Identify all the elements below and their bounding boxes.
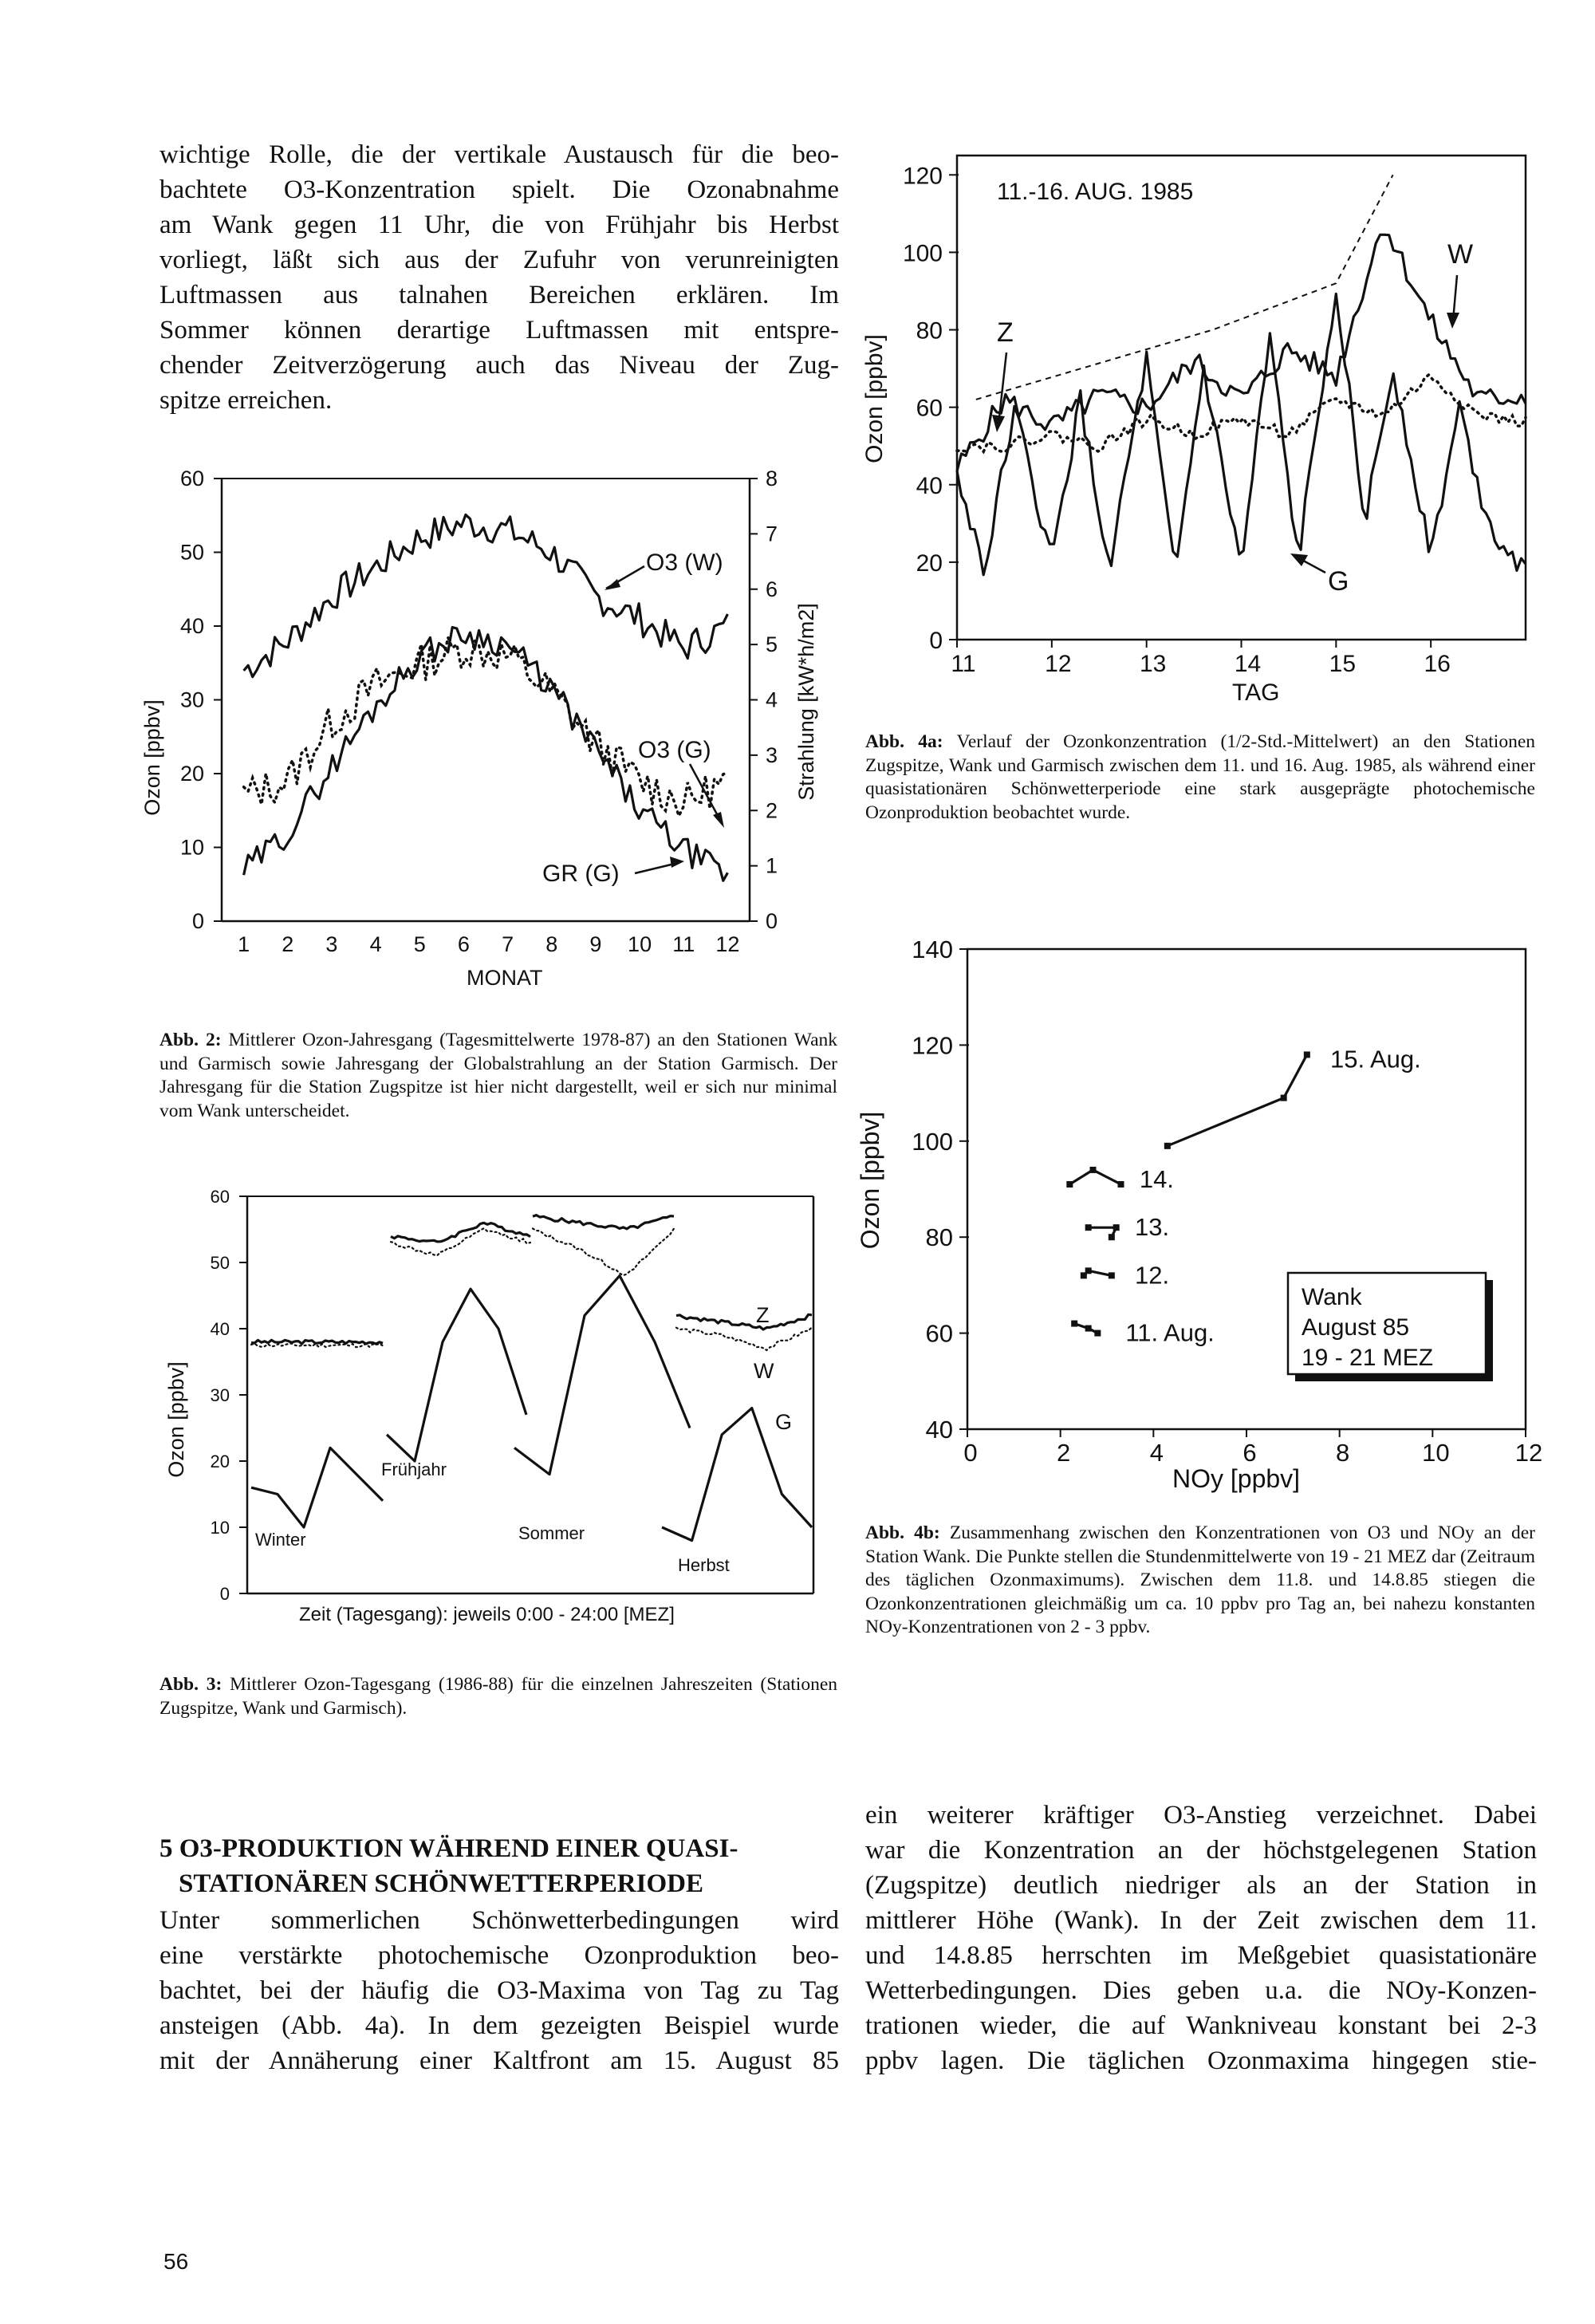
text-line: ppbv lagen. Die täglichen Ozonmaxima hingegen stie- [865,2046,1537,2075]
figure-2-chart [128,447,845,1005]
x-tick-label: 1 [238,932,250,956]
y2-tick-label: 6 [766,577,778,601]
y2-tick-label: 8 [766,467,778,490]
x-tick-label: 7 [502,932,514,956]
x-tick-label: 16 [1424,651,1451,677]
y-tick-label: 50 [179,540,204,565]
caption-label: Abb. 2: [160,1030,222,1050]
text-line: bachtete O3-Konzentration spielt. Die Ozonabnahme [160,175,839,204]
x-tick-label: 12 [1514,1439,1543,1467]
data-point [1304,1051,1310,1058]
series-line-o3-garmisch [244,637,728,816]
y-tick-label: 80 [916,317,943,345]
data-point [1118,1181,1124,1188]
text-line: ein weiterer kräftiger O3-Anstieg verzeichnet. Dabei [865,1801,1537,1830]
figure-4a-caption [865,731,1535,825]
y-tick-label: 0 [929,628,943,654]
y2-tick-label: 5 [766,632,778,657]
y-tick-label: 40 [210,1319,230,1339]
series-line-wank [676,1327,812,1350]
y-tick-label: 60 [916,395,943,422]
y-axis-label: Ozon [ppbv] [861,334,888,463]
section-left-paragraph [160,1903,839,2078]
y2-tick-label: 0 [766,909,778,933]
label-o3-wank: O3 (W) [646,549,723,576]
x-axis-label: TAG [1232,679,1280,706]
figure-4b-caption [865,1522,1535,1640]
text-line: wichtige Rolle, die der vertikale Austausch für die beo- [160,140,839,169]
y-tick-label: 40 [925,1416,953,1444]
series-line-o3-wank [244,514,728,676]
data-point [1085,1267,1092,1274]
caption-label: Abb. 4b: [865,1522,940,1543]
y-axis-label: Ozon [ppbv] [856,1111,884,1250]
y-tick-label: 60 [210,1187,230,1207]
series-line-zugspitze [251,1340,383,1344]
series-line-garmisch [387,1289,526,1461]
x-tick-label: 12 [1045,651,1072,677]
x-tick-label: 8 [545,932,558,956]
figure-2-caption [160,1029,837,1123]
text-line: am Wank gegen 11 Uhr, die von Frühjahr bis Herbst [160,211,839,239]
series-line-zugspitze [533,1215,674,1229]
x-tick-label: 10 [628,932,652,956]
y-tick-label: 10 [210,1518,230,1538]
text-line: war die Konzentration an der höchstgelegenen Station [865,1836,1537,1865]
text-line: ansteigen (Abb. 4a). In dem gezeigten Beispiel wurde [160,2011,839,2040]
y-tick-label: 100 [912,1127,953,1156]
section-heading [160,1831,845,1901]
caption-text: Mittlerer Ozon-Jahresgang (Tagesmittelwerte 1978-87) an den Stationen Wank und Garmisch sowie Jahresgang der Globalstrahlung an der Station Garmisch. Der Jahresgang für die Station Zugspitze ist hier nicht dargestellt, weil er sich nur minimal vom Wank unterscheidet. [160,1030,838,1121]
y-tick-label: 20 [916,549,943,577]
y-tick-label: 140 [912,936,953,963]
x-tick-label: 6 [1243,1439,1257,1467]
data-point [1071,1321,1077,1327]
y2-tick-label: 3 [766,742,778,767]
y-tick-label: 120 [902,163,943,190]
x-tick-label: 2 [282,932,294,956]
series-line-zugspitze [676,1314,812,1329]
text-line: eine verstärkte photochemische Ozonproduktion beo- [160,1941,839,1970]
text-line: (Zugspitze) deutlich niedriger als an der Station in [865,1871,1537,1900]
station-label-z: Z [997,317,1014,348]
series-line-garmisch [514,1276,690,1475]
data-point [1094,1330,1101,1337]
y-tick-label: 80 [925,1223,953,1252]
y2-axis-label: Strahlung [kW*h/m2] [794,603,818,801]
intro-paragraph [160,137,839,418]
arrow-head-icon [670,857,684,868]
figure-4a-chart [853,136,1555,718]
station-label-g: G [775,1410,793,1434]
season-label-fruehjahr: Frühjahr [381,1459,447,1479]
x-tick-label: 4 [1149,1439,1164,1467]
y-axis-label: Ozon [ppbv] [140,699,164,816]
x-tick-label: 10 [1422,1439,1450,1467]
x-tick-label: 6 [457,932,470,956]
y-tick-label: 40 [916,472,943,499]
figure-4b-chart [853,925,1555,1499]
x-tick-label: 2 [1057,1439,1071,1467]
x-tick-label: 11 [672,932,695,956]
figure-3-caption [160,1673,837,1720]
y-tick-label: 50 [210,1253,230,1273]
x-tick-label: 15 [1329,651,1357,677]
caption-label: Abb. 4a: [865,731,943,752]
y-tick-label: 0 [219,1584,230,1604]
data-point [1066,1181,1073,1188]
x-axis-label: Zeit (Tagesgang): jeweils 0:00 - 24:00 [MEZ] [299,1604,675,1625]
text-line: trationen wieder, die auf Wankniveau konstant bei 2-3 [865,2011,1537,2040]
arrow-head-icon [992,415,1005,432]
section-heading-line: 5 O3-PRODUKTION WÄHREND EINER QUASI- [160,1834,738,1863]
figure-3 [128,1180,845,1627]
series-line-zugspitze [391,1223,530,1242]
y-tick-label: 20 [179,762,204,786]
y-tick-label: 120 [912,1031,953,1060]
x-tick-label: 14 [1234,651,1262,677]
caption-label: Abb. 3: [160,1674,223,1695]
text-line: chender Zeitverzögerung auch das Niveau der Zug- [160,351,839,380]
x-tick-label: 3 [325,932,338,956]
data-point [1164,1143,1171,1149]
y-tick-label: 60 [179,467,204,490]
text-line: und 14.8.85 herrschten im Meßgebiet quasistationäre [865,1941,1537,1970]
y2-tick-label: 4 [766,687,778,712]
caption-text: Verlauf der Ozonkonzentration (1/2-Std.-Mittelwert) an den Stationen Zugspitze, Wank und Garmisch zwischen dem 11. und 16. Aug. 1985, als während einer quasistationären Schönwetterperiode eine stark ausgeprägte photochemische Ozonproduktion beobachtet wurde. [865,731,1536,823]
arrow-head-icon [1447,313,1459,329]
data-point [1085,1325,1092,1332]
legend-line: August 85 [1302,1314,1410,1341]
x-tick-label: 0 [963,1439,978,1467]
y2-tick-label: 1 [766,853,778,878]
y-tick-label: 100 [902,240,943,267]
x-axis-label: NOy [ppbv] [1172,1464,1301,1493]
section-right-paragraph [865,1798,1537,2078]
season-label-sommer: Sommer [518,1523,585,1543]
y-tick-label: 40 [179,614,204,638]
data-point [1109,1234,1115,1240]
y-tick-label: 30 [179,687,204,712]
data-point [1085,1224,1092,1231]
arrow-head-icon [1290,553,1308,566]
text-line: Wetterbedingungen. Dies geben u.a. die NOy-Konzen- [865,1976,1537,2005]
season-label-winter: Winter [255,1530,306,1550]
legend-line: 19 - 21 MEZ [1302,1345,1434,1371]
text-line: spitze erreichen. [160,386,333,415]
day-label: 15. Aug. [1330,1045,1421,1073]
x-axis-label: MONAT [467,966,543,990]
y-axis-label: Ozon [ppbv] [164,1361,188,1478]
x-tick-label: 8 [1336,1439,1350,1467]
station-label-g: G [1328,566,1349,597]
series-line-z [957,375,1526,451]
station-label-z: Z [756,1303,770,1327]
day-label: 12. [1135,1261,1170,1290]
label-o3-garmisch: O3 (G) [638,737,711,763]
text-line: vorliegt, läßt sich aus der Zufuhr von verunreinigten [160,246,839,274]
station-label-w: W [1447,239,1474,270]
figure-4b [853,925,1555,1499]
station-label-w: W [754,1359,774,1383]
text-line: mit der Annäherung einer Kaltfront am 15. August 85 [160,2046,839,2075]
period-label: 11.-16. AUG. 1985 [997,179,1194,205]
day-label: 11. Aug. [1125,1318,1215,1347]
legend-line: Wank [1302,1284,1362,1310]
x-tick-label: 5 [413,932,426,956]
data-point [1109,1272,1115,1278]
series-line-w [957,234,1526,471]
y-tick-label: 30 [210,1385,230,1405]
y-tick-label: 10 [179,835,204,860]
figure-4a [853,136,1555,718]
data-point [1113,1224,1120,1231]
y2-tick-label: 2 [766,798,778,823]
x-tick-label: 4 [369,932,382,956]
day-label: 14. [1139,1164,1174,1193]
data-point [1090,1167,1097,1173]
caption-text: Mittlerer Ozon-Tagesgang (1986-88) für die einzelnen Jahreszeiten (Stationen Zugspitze, Wank und Garmisch). [160,1674,838,1719]
x-tick-label: 13 [1139,651,1167,677]
series-line-wank [533,1228,674,1275]
arrow-head-icon [713,812,724,828]
caption-text: Zusammenhang zwischen den Konzentrationen von O3 und NOy an der Station Wank. Die Punkte stellen die Stundenmittelwerte von 19 - 21 MEZ dar (Zeitraum des täglichen Ozonmaximums). Zwischen dem 11.8. und 14.8.85 stiegen die Ozonkonzentrationen gleichmäßig um ca. 10 ppbv pro Tag an, bei nahezu konstanten NOy-Konzentrationen von 2 - 3 ppbv. [865,1522,1536,1637]
series-line-garmisch [251,1448,383,1527]
x-tick-label: 9 [589,932,602,956]
figure-2 [128,447,845,1005]
series-line-g [957,294,1526,575]
y-tick-label: 20 [210,1452,230,1471]
x-tick-label: 11 [951,651,976,677]
text-line: Luftmassen aus talnahen Bereichen erklären. Im [160,281,839,309]
day-label: 13. [1135,1213,1170,1242]
section-heading-line: STATIONÄREN SCHÖNWETTERPERIODE [179,1869,703,1898]
x-tick-label: 12 [715,932,740,956]
season-label-herbst: Herbst [678,1555,730,1575]
text-line: bachtet, bei der häufig die O3-Maxima von Tag zu Tag [160,1976,839,2005]
figure-3-chart [128,1180,845,1627]
text-line: Sommer können derartige Luftmassen mit entspre- [160,316,839,345]
data-point [1281,1095,1287,1101]
text-line: mittlerer Höhe (Wank). In der Zeit zwischen dem 11. [865,1906,1537,1935]
label-gr-garmisch: GR (G) [542,861,620,887]
y-tick-label: 0 [191,909,204,933]
page-number: 56 [163,2249,189,2274]
y2-tick-label: 7 [766,522,778,546]
y-tick-label: 60 [925,1319,953,1348]
text-line: Unter sommerlichen Schönwetterbedingungen wird [160,1906,839,1935]
